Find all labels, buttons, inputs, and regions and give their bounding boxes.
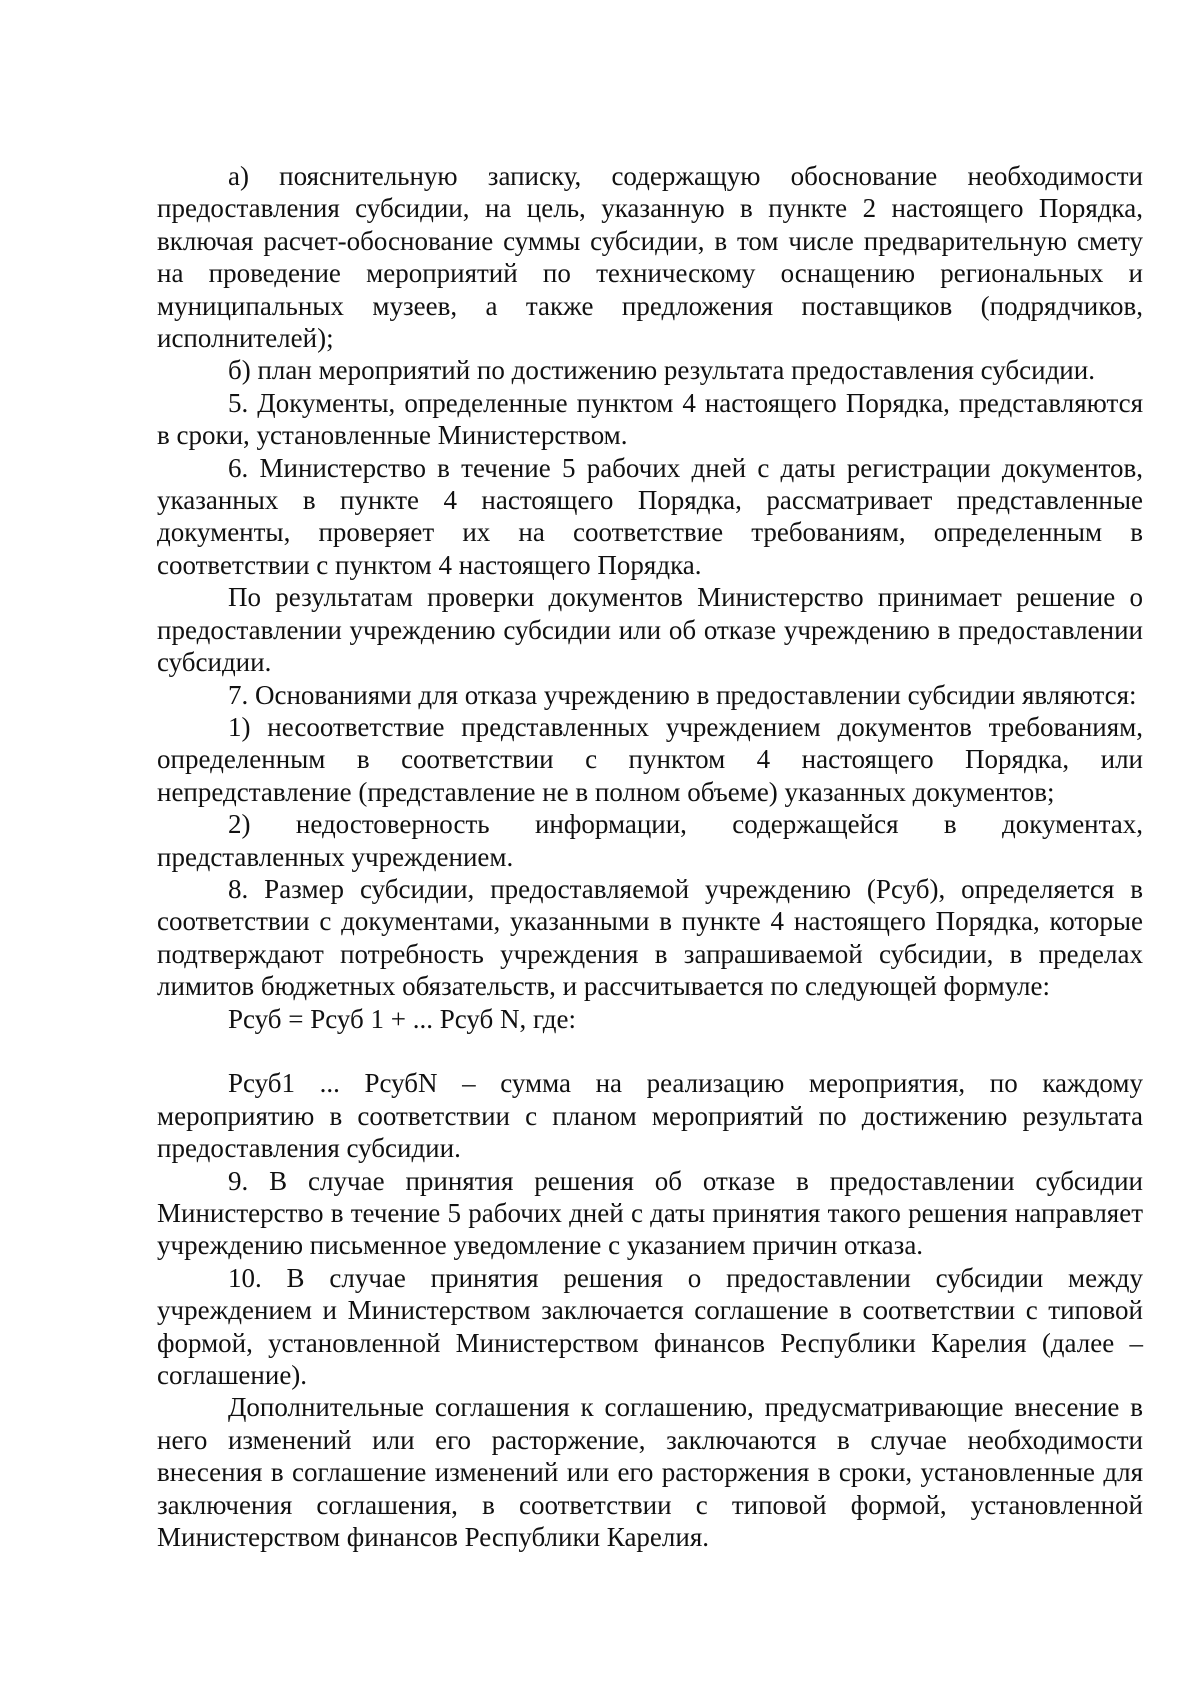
paragraph-clause-5: 5. Документы, определенные пунктом 4 настоящего Порядка, представляются в сроки, установленные Министерством. (157, 387, 1143, 451)
formula-line: Pсуб = Pсуб 1 + ... Pсуб N, где: (228, 1003, 576, 1034)
formula-explanation: Pсуб1 ... PсубN – сумма на реализацию мероприятия, по каждому мероприятию в соответствии с планом мероприятий по достижению результата предоставления субсидии. (157, 1068, 1143, 1164)
paragraph-clause-7-item-2: 2) недостоверность информации, содержащейся в документах, представленных учреждением. (157, 809, 1143, 872)
paragraph-clause-8: 8. Размер субсидии, предоставляемой учреждению (Pсуб), определяется в соответствии с документами, указанными в пункте 4 настоящего Порядка, которые подтверждают потребность учреждения в запрашиваемой субсидии, в пределах лимитов бюджетных обязательств, и рассчитывается по следующей формуле: (157, 873, 1143, 1002)
paragraph-clause-7-item-1: 1) несоответствие представленных учреждением документов требованиям, определенным в соответствии с пунктом 4 настоящего Порядка, или непредставление (представление не в полном объеме) указанных документов; (157, 711, 1143, 807)
paragraph-clause-6-decision: По результатам проверки документов Министерство принимает решение о предоставлении учреждению субсидии или об отказе учреждению в предоставлении субсидии. (157, 582, 1143, 678)
paragraph-clause-9: 9. В случае принятия решения об отказе в предоставлении субсидии Министерство в течение 5 рабочих дней с даты принятия такого решения направляет учреждению письменное уведомление с указанием причин отказа. (157, 1165, 1143, 1261)
paragraph-clause-10: 10. В случае принятия решения о предоставлении субсидии между учреждением и Министерством заключается соглашение в соответствии с типовой формой, установленной Министерством финансов Республики Карелия (далее – соглашение). (157, 1262, 1143, 1391)
paragraph-clause-7: 7. Основаниями для отказа учреждению в предоставлении субсидии являются: (228, 679, 1137, 710)
paragraph-clause-10-additional: Дополнительные соглашения к соглашению, предусматривающие внесение в него изменений или его расторжение, заключаются в случае необходимости внесения в соглашение изменений или его расторжения в сроки, установленные для заключения соглашения, в соответствии с типовой формой, установленной Министерством финансов Республики Карелия. (157, 1392, 1143, 1553)
paragraph-clause-6: 6. Министерство в течение 5 рабочих дней с даты регистрации документов, указанных в пункте 4 настоящего Порядка, рассматривает представленные документы, проверяет их на соответствие требованиям, определенным в соответствии с пунктом 4 настоящего Порядка. (157, 452, 1143, 580)
paragraph-item-a: а) пояснительную записку, содержащую обоснование необходимости предоставления субсидии, на цель, указанную в пункте 2 настоящего Порядка, включая расчет-обоснование суммы субсидии, в том числе предварительную смету на проведение мероприятий по техническому оснащению региональных и муниципальных музеев, а также предложения поставщиков (подрядчиков, исполнителей); (157, 161, 1143, 354)
paragraph-item-b: б) план мероприятий по достижению результата предоставления субсидии. (228, 355, 1095, 386)
